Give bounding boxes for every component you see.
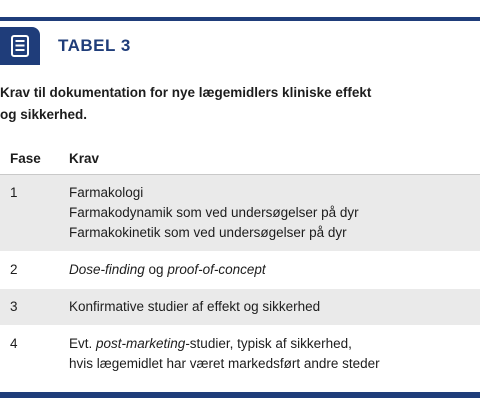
caption-line-1: Krav til dokumentation for nye lægemidlers kliniske effekt	[0, 85, 372, 100]
top-rule	[0, 17, 480, 21]
table-row	[0, 289, 480, 326]
bottom-rule	[0, 392, 480, 398]
krav-line: Farmakodynamik som ved undersøgelser på dyr	[69, 205, 359, 220]
krav-text: og	[144, 262, 168, 277]
document-icon	[0, 27, 40, 65]
krav-cell	[69, 289, 480, 325]
fase-cell: 2	[10, 262, 18, 277]
krav-italic: Dose-finding	[69, 262, 145, 277]
table-header	[0, 25, 131, 67]
krav-cell	[69, 175, 480, 251]
requirements-table	[0, 142, 480, 383]
krav-line: Farmakologi	[69, 185, 144, 200]
table-row	[0, 326, 480, 383]
header-fase: Fase	[10, 150, 41, 166]
krav-line: Farmakokinetik som ved undersøgelser på dyr	[69, 225, 347, 240]
table-title: TABEL 3	[58, 36, 131, 55]
table-row	[0, 252, 480, 289]
krav-line: Konfirmative studier af effekt og sikkerhed	[69, 299, 321, 314]
krav-cell	[69, 326, 480, 382]
krav-line: hvis lægemidlet har været markedsført andre steder	[69, 356, 380, 371]
table-row	[0, 175, 480, 252]
krav-italic: proof-of-concept	[167, 262, 266, 277]
krav-text: Evt.	[69, 336, 97, 351]
table-caption	[0, 82, 470, 126]
krav-italic: post-marketing	[96, 336, 186, 351]
fase-cell: 4	[10, 336, 18, 351]
krav-text: -studier, typisk af sikkerhed,	[185, 336, 352, 351]
krav-cell	[69, 252, 480, 288]
fase-cell: 3	[10, 299, 18, 314]
caption-line-2: og sikkerhed.	[0, 107, 88, 122]
table-head-row	[0, 142, 480, 175]
header-krav: Krav	[69, 150, 100, 166]
fase-cell: 1	[10, 185, 18, 200]
